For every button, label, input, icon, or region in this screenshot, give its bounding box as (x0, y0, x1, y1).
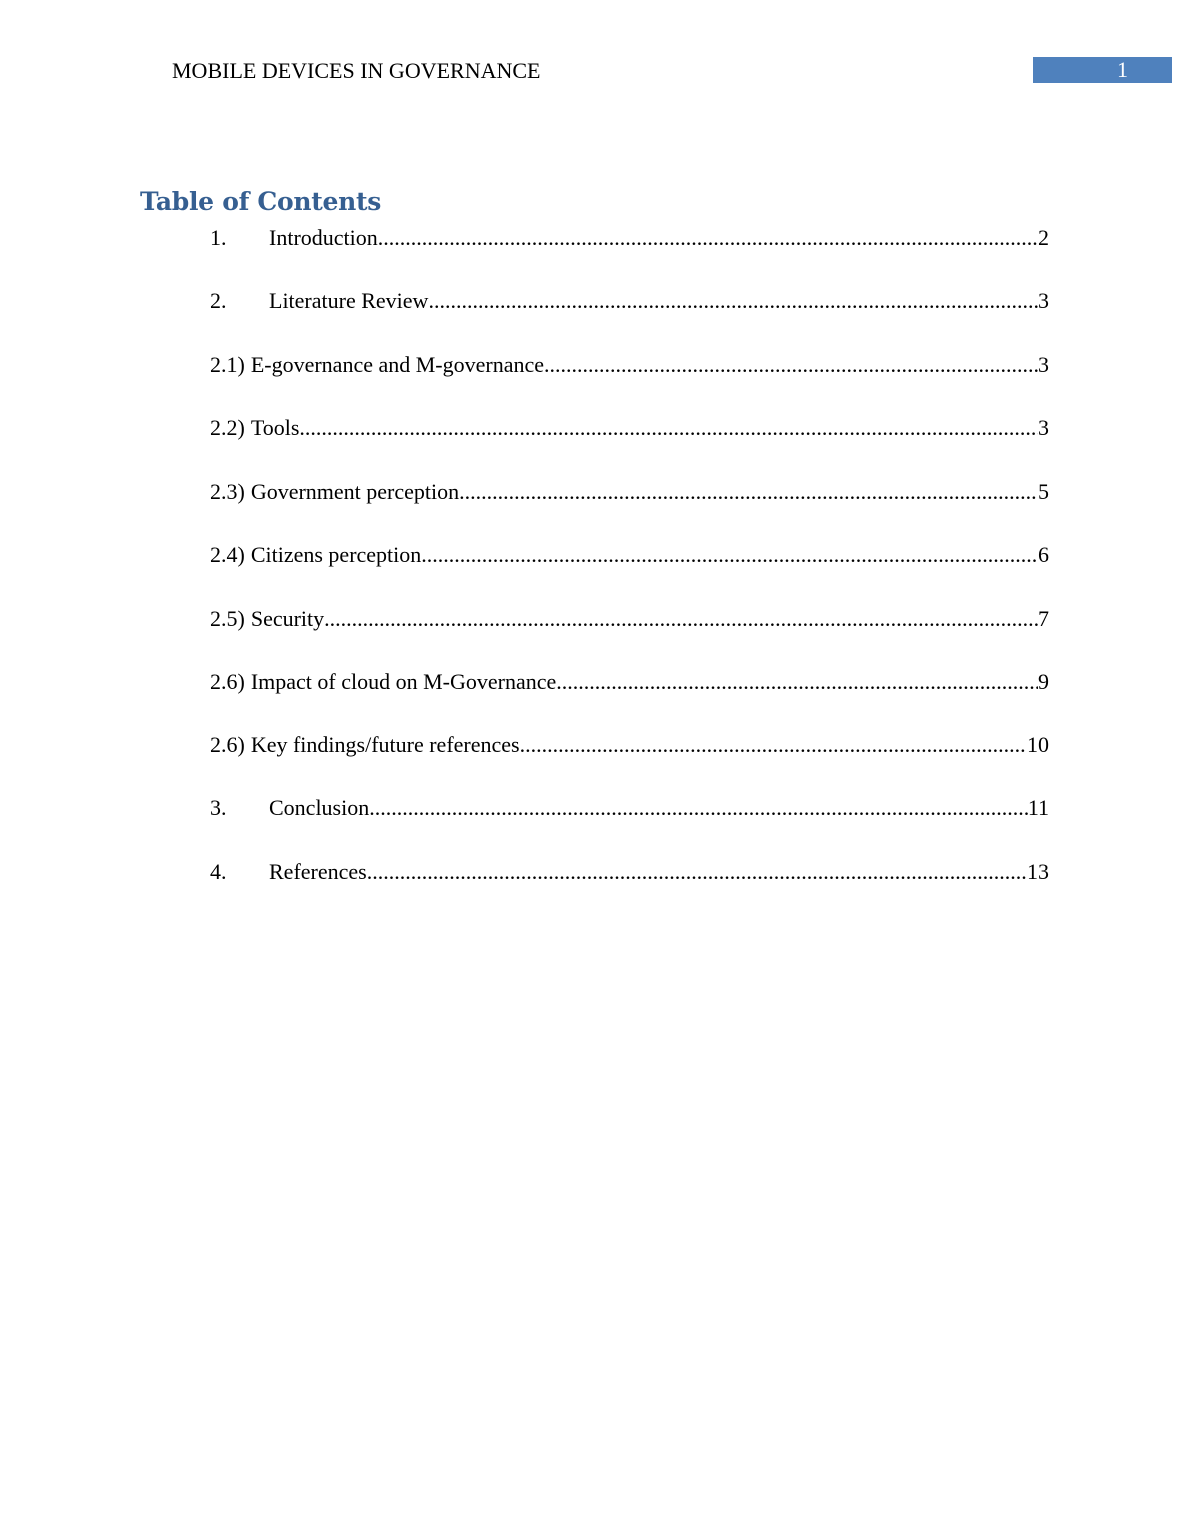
toc-entry-label: Tools (250, 415, 300, 440)
toc-entry-number: 2.1) (210, 352, 245, 377)
toc-entry-label: Conclusion (269, 795, 370, 820)
toc-entry-page: 7 (1038, 606, 1049, 631)
toc-entry-page: 3 (1038, 352, 1049, 377)
toc-entry-citizens-perception[interactable] (210, 541, 1049, 569)
toc-entry-page: 5 (1038, 479, 1049, 504)
dot-leader (544, 351, 1038, 379)
toc-heading: Table of Contents (140, 187, 382, 216)
dot-leader (421, 541, 1038, 569)
dot-leader (378, 224, 1038, 252)
toc-entry-conclusion[interactable] (210, 794, 1049, 822)
toc-entry-page: 11 (1027, 795, 1049, 820)
dot-leader (299, 414, 1038, 442)
toc-entry-label: Impact of cloud on M-Governance (250, 669, 557, 694)
toc-entry-e-governance[interactable] (210, 351, 1049, 379)
toc-entry-number: 2.3) (210, 479, 245, 504)
toc-entry-label: E-governance and M-governance (250, 352, 545, 377)
toc-entry-label: Literature Review (269, 288, 429, 313)
dot-leader (324, 605, 1038, 633)
toc-entry-references[interactable] (210, 858, 1049, 886)
page-number-badge (1033, 57, 1172, 83)
toc-entry-label: Key findings/future references (250, 732, 520, 757)
toc-entry-page: 6 (1038, 542, 1049, 567)
dot-leader (367, 858, 1027, 886)
header-title: MOBILE DEVICES IN GOVERNANCE (172, 58, 541, 83)
toc-entry-label: Government perception (250, 479, 460, 504)
toc-entry-label: Introduction (269, 225, 378, 250)
toc-entry-page: 2 (1038, 225, 1049, 250)
dot-leader (556, 668, 1038, 696)
dot-leader (428, 287, 1038, 315)
toc-entry-tools[interactable] (210, 414, 1049, 442)
toc-entry-number: 1. (210, 225, 227, 250)
toc-entry-number: 2.5) (210, 606, 245, 631)
toc-entry-number: 2.6) (210, 669, 245, 694)
toc-entry-label: Security (250, 606, 325, 631)
toc-entry-page: 13 (1027, 859, 1049, 884)
toc-entry-number: 2.4) (210, 542, 245, 567)
toc-entry-government-perception[interactable] (210, 478, 1049, 506)
toc-entry-impact-of-cloud[interactable] (210, 668, 1049, 696)
toc-entry-key-findings[interactable] (210, 731, 1049, 759)
toc-entry-label: Citizens perception (250, 542, 422, 567)
toc-entry-security[interactable] (210, 605, 1049, 633)
toc-entry-page: 10 (1027, 732, 1049, 757)
toc-entry-number: 2.2) (210, 415, 245, 440)
toc-entry-page: 9 (1038, 669, 1049, 694)
toc-entry-number: 3. (210, 795, 227, 820)
toc-entry-label: References (269, 859, 367, 884)
toc-entry-introduction[interactable] (210, 224, 1049, 252)
page-number: 1 (1117, 57, 1128, 82)
toc-entry-number: 2.6) (210, 732, 245, 757)
toc-entry-number: 2. (210, 288, 227, 313)
toc-entry-number: 4. (210, 859, 227, 884)
dot-leader (369, 794, 1028, 822)
dot-leader (459, 478, 1038, 506)
dot-leader (520, 731, 1027, 759)
toc-entry-literature-review[interactable] (210, 287, 1049, 315)
toc-entry-page: 3 (1038, 288, 1049, 313)
toc-entry-page: 3 (1038, 415, 1049, 440)
